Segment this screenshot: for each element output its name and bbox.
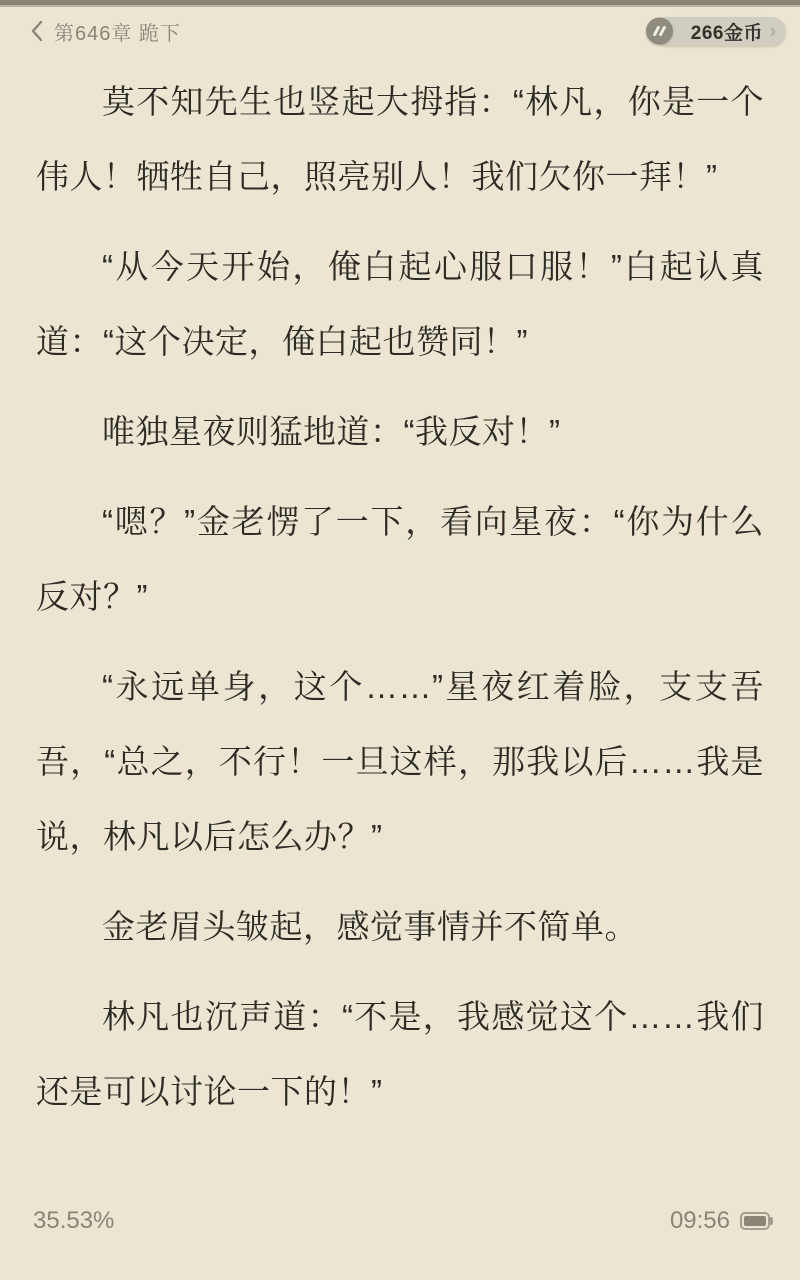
reader-footer [0, 1202, 800, 1240]
paragraph: “永远单身，这个……”星夜红着脸，支支吾吾，“总之，不行！一旦这样，那我以后……我是说，林凡以后怎么办？” [36, 668, 764, 855]
chevron-right-icon: › [770, 21, 776, 41]
paragraph: 金老眉头皱起，感觉事情并不简单。 [102, 908, 638, 945]
coins-badge[interactable] [653, 17, 786, 46]
reading-progress: 35.53% [33, 1207, 115, 1234]
novel-text-area[interactable] [0, 64, 800, 1129]
paragraph: 林凡也沉声道：“不是，我感觉这个……我们还是可以讨论一下的！” [36, 998, 764, 1110]
status-bar-strip [0, 0, 800, 7]
coins-amount: 266金币 [690, 22, 763, 44]
paragraph: 莫不知先生也竖起大拇指：“林凡，你是一个伟人！牺牲自己，照亮别人！我们欠你一拜！” [36, 83, 764, 195]
paragraph: “嗯？”金老愣了一下，看向星夜：“你为什么反对？” [36, 503, 764, 615]
reader-header [0, 7, 800, 53]
battery-icon [740, 1212, 770, 1230]
clock-time: 09:56 [669, 1207, 730, 1234]
back-button[interactable] [30, 17, 181, 46]
back-chevron-icon [30, 20, 44, 42]
coin-icon [646, 18, 673, 45]
paragraph: “从今天开始，俺白起心服口服！”白起认真道：“这个决定，俺白起也赞同！” [36, 248, 764, 360]
chapter-title: 第646章 跪下 [54, 22, 181, 45]
paragraph: 唯独星夜则猛地道：“我反对！” [102, 413, 561, 450]
